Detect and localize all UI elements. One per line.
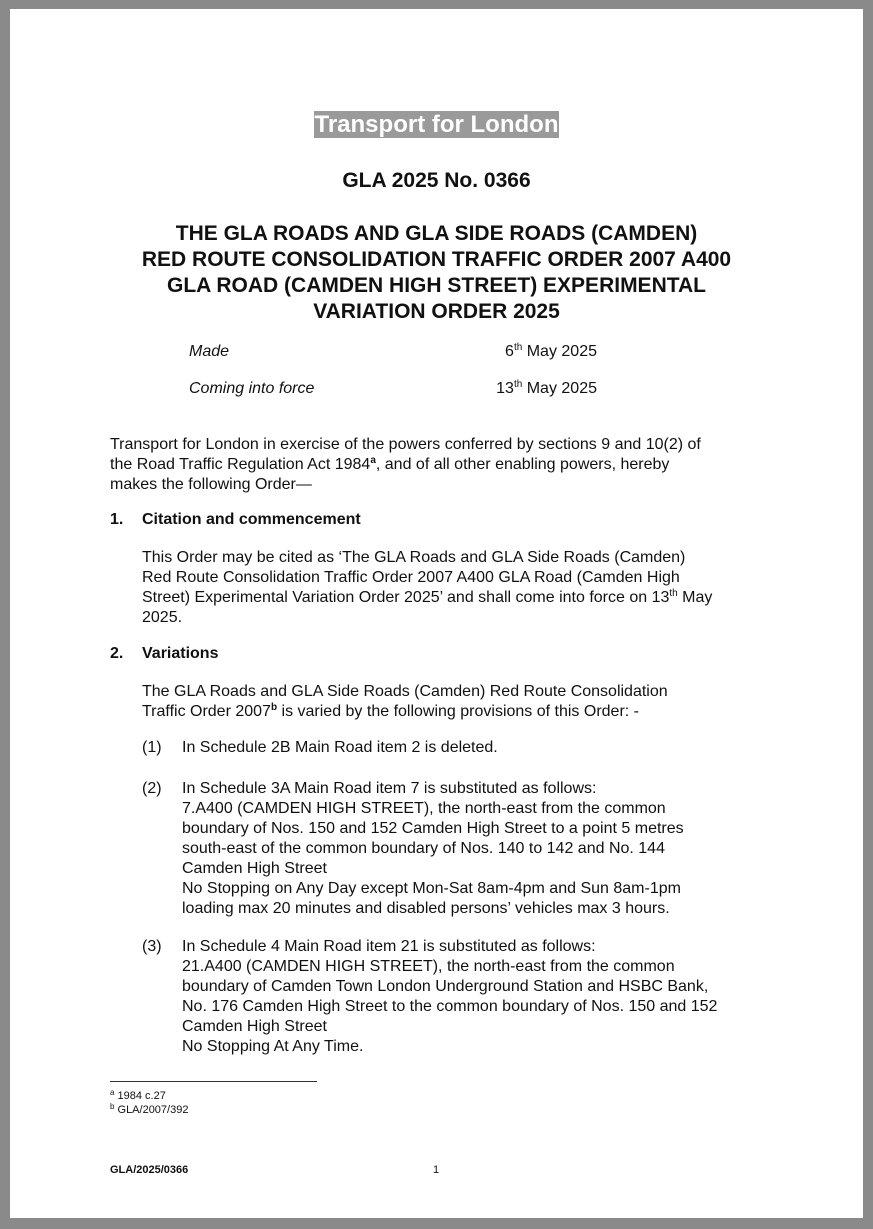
made-date: 6th May 2025 xyxy=(505,342,597,360)
provision-1-text: In Schedule 2B Main Road item 2 is deleted. xyxy=(182,739,498,756)
coming-into-force-label: Coming into force xyxy=(189,380,315,397)
provision-1-number: (1) xyxy=(142,739,162,756)
footnote-a: $^a$ 1984 c.27 xyxy=(110,1088,166,1102)
title-line: VARIATION ORDER 2025 xyxy=(313,300,560,323)
footnote-b: $^b$ GLA/2007/392 xyxy=(110,1102,189,1116)
order-number: GLA 2025 No. 0366 xyxy=(342,169,531,192)
title-line: GLA ROAD (CAMDEN HIGH STREET) EXPERIMENTAL xyxy=(167,274,706,297)
footnote-separator xyxy=(110,1081,317,1082)
title-line: RED ROUTE CONSOLIDATION TRAFFIC ORDER 2007 A400 xyxy=(141,248,732,271)
footer-reference: GLA/2025/0366 xyxy=(110,1164,189,1176)
document-page xyxy=(10,9,863,1218)
footnote-ref-b: b xyxy=(270,702,278,713)
organisation-name: Transport for London xyxy=(314,111,559,138)
provision-2-number: (2) xyxy=(142,780,162,797)
preamble: Transport for London in exercise of the powers conferred by sections 9 and 10(2) of the Road Traffic Regulation Act 1984$^a$, and of all other enabling powers, hereby makes the following Order— xyxy=(110,436,701,493)
provision-3-text: In Schedule 4 Main Road item 21 is substituted as follows: 21.A400 (CAMDEN HIGH STREET), the north-east from the common boundary of Camden Town London Underground Station and HSBC Bank, No. 176 Camden High Street to the common boundary of Nos. 150 and 152 Camden High Street No Stopping At Any Time. xyxy=(182,938,718,1055)
provision-3-number: (3) xyxy=(142,938,162,955)
section-2-number: 2. xyxy=(110,645,124,662)
title-line: THE GLA ROADS AND GLA SIDE ROADS (CAMDEN) xyxy=(175,222,698,245)
page-number: 1 xyxy=(433,1164,440,1176)
organisation-header xyxy=(10,111,863,139)
section-1-body: This Order may be cited as ‘The GLA Roads and GLA Side Roads (Camden) Red Route Consolidation Traffic Order 2007 A400 GLA Road (Camden High Street) Experimental Variation Order 2025’ and shall come into force on 13th May 2025. xyxy=(142,549,713,626)
section-2-heading: Variations xyxy=(142,645,219,662)
made-label: Made xyxy=(189,343,230,360)
section-1-number: 1. xyxy=(110,511,124,528)
coming-into-force-date: 13th May 2025 xyxy=(496,379,597,397)
provision-2-text: In Schedule 3A Main Road item 7 is substituted as follows: 7.A400 (CAMDEN HIGH STREET), the north-east from the common boundary of Nos. 150 and 152 Camden High Street to a point 5 metres south-east of the common boundary of Nos. 140 to 142 and No. 144 Camden High Street No Stopping on Any Day except Mon-Sat 8am-4pm and Sun 8am-1pm loading max 20 minutes and disabled persons’ vehicles max 3 hours. xyxy=(182,780,684,917)
order-title xyxy=(100,221,773,325)
footnote-ref-a: a xyxy=(370,455,376,466)
section-2-intro: The GLA Roads and GLA Side Roads (Camden) Red Route Consolidation Traffic Order 2007$^b$ is varied by the following provisions of this Order: - xyxy=(142,683,668,720)
section-1-heading: Citation and commencement xyxy=(142,511,361,528)
